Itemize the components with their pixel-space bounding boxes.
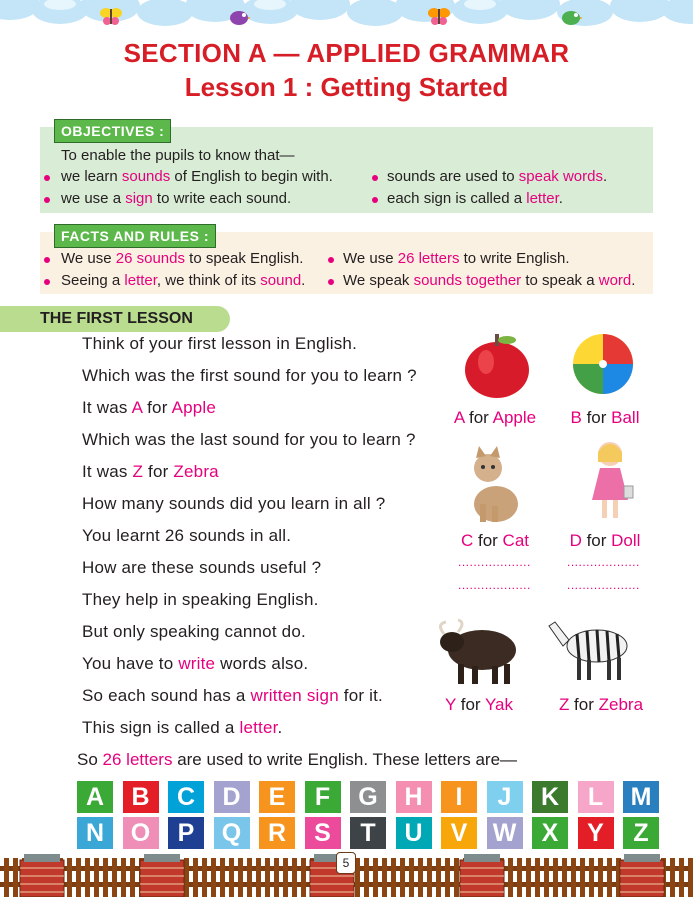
objective-highlight: speak words <box>518 168 603 185</box>
letter-tile: I <box>441 781 477 813</box>
bullet-icon <box>44 175 50 181</box>
objective-highlight: sounds <box>121 168 171 185</box>
caption-for: for <box>456 695 485 714</box>
summary-line <box>77 750 517 770</box>
letter-tile: L <box>578 781 614 813</box>
caption-word: Doll <box>611 531 641 550</box>
story-highlight: Z <box>132 462 144 481</box>
letter-tile: J <box>487 781 523 813</box>
letter-tile: B <box>123 781 159 813</box>
bird-icon <box>560 8 582 26</box>
letter-tile: F <box>305 781 341 813</box>
letter-tile: H <box>396 781 432 813</box>
caption-yak <box>434 695 524 715</box>
story-highlight: Zebra <box>173 462 219 481</box>
letter-tile: P <box>168 817 204 849</box>
story-highlight: write <box>178 654 216 673</box>
letter-tile: K <box>532 781 568 813</box>
bullet-icon <box>372 175 378 181</box>
bullet-icon <box>44 257 50 263</box>
fact-text: to speak a <box>521 272 599 289</box>
caption-letter: Z <box>558 695 570 714</box>
zebra-icon <box>545 614 641 684</box>
letter-tile: C <box>168 781 204 813</box>
story-line <box>82 654 308 674</box>
story-line <box>82 398 216 418</box>
fact-highlight: letter <box>124 272 157 289</box>
story-text: words also. <box>215 654 309 673</box>
story-text: This sign is called a <box>82 718 240 737</box>
story-text: You learnt 26 sounds in all. <box>82 526 292 545</box>
objective-text: we learn <box>61 168 122 185</box>
objective-text: we use a <box>61 190 126 207</box>
objective-text: . <box>602 168 608 185</box>
first-lesson-heading: THE FIRST LESSON <box>40 310 193 327</box>
story-text: How are these sounds useful ? <box>82 558 322 577</box>
blank-line: ................... <box>567 578 640 592</box>
story-text: How many sounds did you learn in all ? <box>82 494 386 513</box>
letter-tile: S <box>305 817 341 849</box>
story-line <box>82 558 321 578</box>
caption-cat <box>450 531 540 551</box>
caption-doll <box>560 531 650 551</box>
section-title: SECTION A — APPLIED GRAMMAR <box>123 38 570 68</box>
letter-tile: U <box>396 817 432 849</box>
caption-letter: Y <box>444 695 456 714</box>
letter-tile: E <box>259 781 295 813</box>
objective-text: of English to begin with. <box>170 168 333 185</box>
bullet-icon <box>44 279 50 285</box>
objective-highlight: letter <box>526 190 559 207</box>
fact-text: to write English. <box>459 250 570 267</box>
bullet-icon <box>328 257 334 263</box>
blank-line: ................... <box>567 555 640 569</box>
fact-text: We speak <box>343 272 414 289</box>
fact-text: . <box>631 272 636 289</box>
letter-tile: R <box>259 817 295 849</box>
fact-text: We use <box>343 250 398 267</box>
story-text: . <box>277 718 283 737</box>
fact-text: to speak English. <box>184 250 304 267</box>
bullet-icon <box>328 279 334 285</box>
caption-word: Zebra <box>598 695 644 714</box>
page-number: 5 <box>336 852 356 874</box>
story-text: It was <box>82 462 133 481</box>
butterfly-icon <box>100 6 122 26</box>
letter-tile: Q <box>214 817 250 849</box>
fact-text: , we think of its <box>156 272 261 289</box>
summary-highlight: 26 letters <box>102 750 173 769</box>
story-highlight: written sign <box>250 686 339 705</box>
story-line <box>82 366 417 386</box>
letter-tile: V <box>441 817 477 849</box>
story-highlight: letter <box>239 718 278 737</box>
top-decoration <box>0 0 693 36</box>
objective-item <box>61 168 333 185</box>
story-text: for it. <box>338 686 383 705</box>
caption-for: for <box>581 531 612 550</box>
doll-icon <box>590 440 634 524</box>
summary-text: are used to write English. These letters are— <box>172 750 518 769</box>
caption-letter: C <box>460 531 474 550</box>
caption-for: for <box>581 408 612 427</box>
story-text: Which was the first sound for you to learn ? <box>82 366 417 385</box>
bullet-icon <box>44 197 50 203</box>
caption-word: Apple <box>492 408 537 427</box>
caption-letter: A <box>453 408 465 427</box>
letter-tile: A <box>77 781 113 813</box>
story-text: for <box>142 398 172 417</box>
story-line <box>82 462 219 482</box>
story-line <box>82 718 282 738</box>
caption-for: for <box>473 531 503 550</box>
fact-item <box>343 250 570 267</box>
letter-tile: G <box>350 781 386 813</box>
fact-highlight: sounds together <box>413 272 522 289</box>
facts-label: FACTS AND RULES : <box>54 224 216 248</box>
caption-zebra <box>553 695 649 715</box>
summary-text: So <box>77 750 103 769</box>
caption-for: for <box>569 695 599 714</box>
story-text: Which was the last sound for you to learn ? <box>82 430 416 449</box>
fact-item <box>61 250 303 267</box>
bird-icon <box>228 8 250 26</box>
story-line <box>82 334 357 354</box>
objective-highlight: sign <box>125 190 153 207</box>
letter-tile: D <box>214 781 250 813</box>
apple-icon <box>462 330 532 400</box>
fact-highlight: word <box>598 272 632 289</box>
blank-line: ................... <box>458 578 531 592</box>
letter-tile: T <box>350 817 386 849</box>
letter-tile: M <box>623 781 659 813</box>
caption-word: Cat <box>502 531 530 550</box>
story-text: They help in speaking English. <box>82 590 319 609</box>
cat-icon <box>466 446 522 524</box>
fact-text: . <box>301 272 306 289</box>
fact-highlight: 26 sounds <box>115 250 185 267</box>
letter-tile: N <box>77 817 113 849</box>
objective-text: each sign is called a <box>387 190 527 207</box>
lesson-title: Lesson 1 : Getting Started <box>184 72 509 102</box>
fact-highlight: sound <box>260 272 302 289</box>
objective-item <box>387 190 563 207</box>
caption-letter: B <box>570 408 582 427</box>
yak-icon <box>436 618 526 688</box>
caption-letter: D <box>569 531 582 550</box>
story-line <box>82 526 291 546</box>
bullet-icon <box>372 197 378 203</box>
story-line <box>82 590 319 610</box>
story-highlight: A <box>131 398 143 417</box>
objective-text: . <box>558 190 563 207</box>
objectives-label: OBJECTIVES : <box>54 119 171 143</box>
caption-apple <box>450 408 540 428</box>
caption-word: Ball <box>611 408 640 427</box>
story-line <box>82 686 383 706</box>
letter-tile: W <box>487 817 523 849</box>
story-text: So each sound has a <box>82 686 251 705</box>
story-text: It was <box>82 398 132 417</box>
objective-text: sounds are used to <box>387 168 519 185</box>
letter-tile: Y <box>578 817 614 849</box>
letter-tile: Z <box>623 817 659 849</box>
fact-text: Seeing a <box>61 272 125 289</box>
story-text: for <box>143 462 174 481</box>
objectives-intro: To enable the pupils to know that— <box>61 147 295 164</box>
caption-word: Yak <box>484 695 514 714</box>
story-line <box>82 622 306 642</box>
letter-tile: O <box>123 817 159 849</box>
story-text: But only speaking cannot do. <box>82 622 306 641</box>
story-line <box>82 430 416 450</box>
caption-ball <box>560 408 650 428</box>
story-line <box>82 494 385 514</box>
blank-line: ................... <box>458 555 531 569</box>
objective-text: to write each sound. <box>152 190 292 207</box>
story-highlight: Apple <box>171 398 217 417</box>
butterfly-icon <box>428 6 450 26</box>
ball-icon <box>571 332 635 396</box>
story-text: Think of your first lesson in English. <box>82 334 357 353</box>
caption-for: for <box>464 408 493 427</box>
fact-item <box>61 272 305 289</box>
objective-item <box>387 168 607 185</box>
story-text: You have to <box>82 654 179 673</box>
letter-tile: X <box>532 817 568 849</box>
objective-item <box>61 190 291 207</box>
fact-highlight: 26 letters <box>397 250 460 267</box>
fact-text: We use <box>61 250 116 267</box>
fact-item <box>343 272 635 289</box>
